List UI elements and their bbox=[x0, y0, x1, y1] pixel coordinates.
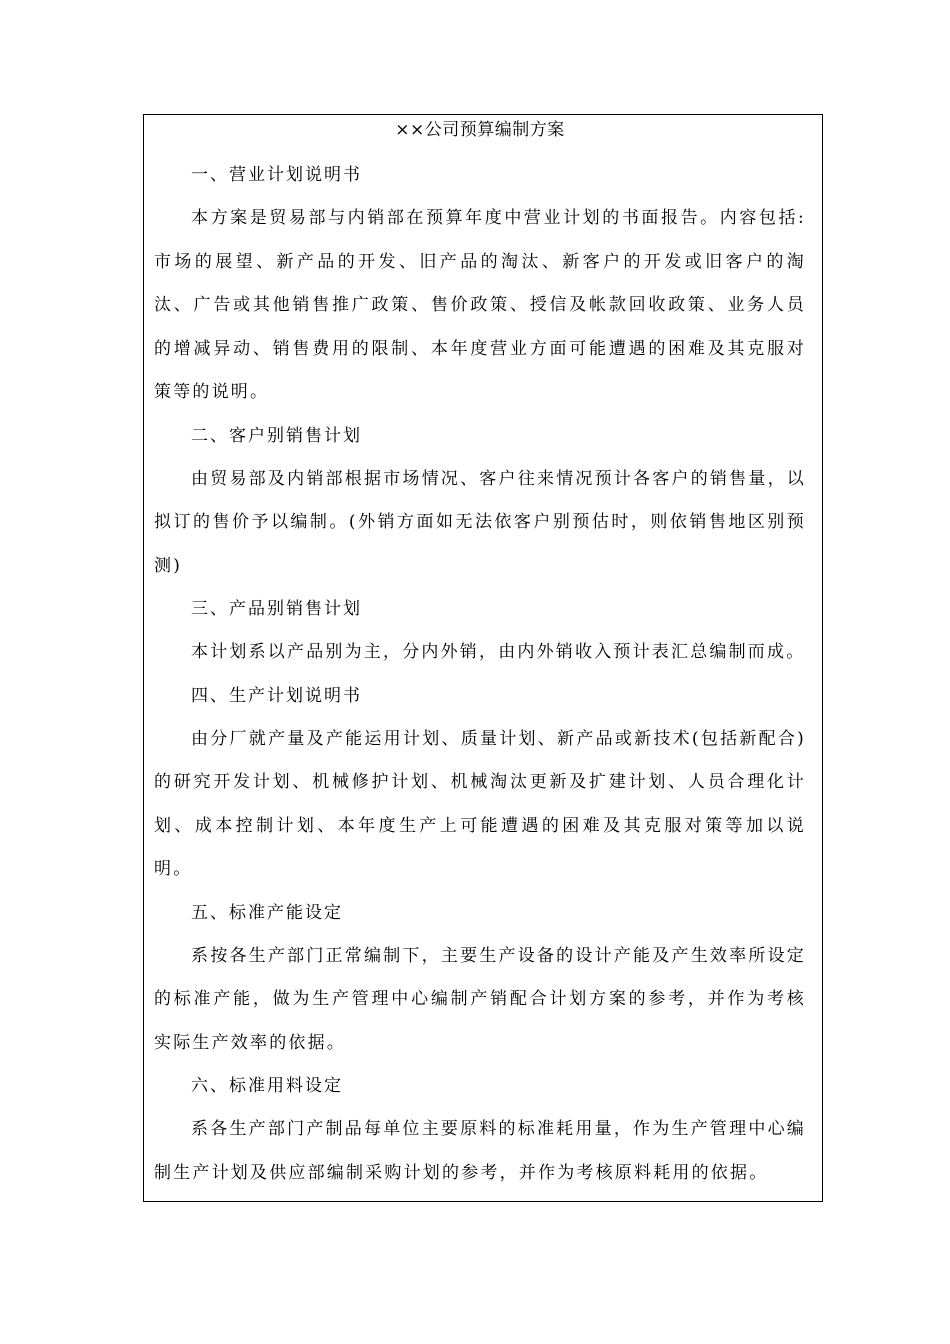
section-body: 本方案是贸易部与内销部在预算年度中营业计划的书面报告。内容包括:市场的展望、新产品的开发、旧产品的淘汰、新客户的开发或旧客户的淘汰、广告或其他销售推广政策、售价政策、授信及帐款回收政策、业务人员的增减异动、销售费用的限制、本年度营业方面可能遭遇的困难及其克服对策等的说明。 bbox=[154, 208, 806, 402]
section-body: 本计划系以产品别为主，分内外销，由内外销收入预计表汇总编制而成。 bbox=[191, 642, 806, 662]
section-standard-capacity bbox=[154, 892, 806, 1066]
section-production-plan bbox=[154, 675, 806, 892]
section-standard-materials bbox=[154, 1065, 806, 1195]
section-sales-plan bbox=[154, 154, 806, 415]
title-spacer bbox=[154, 144, 806, 154]
section-heading: 四、生产计划说明书 bbox=[191, 685, 362, 706]
section-body: 系按各生产部门正常编制下，主要生产设备的设计产能及产生效率所设定的标准产能，做为生产管理中心编制产销配合计划方案的参考，并作为考核实际生产效率的依据。 bbox=[154, 945, 806, 1053]
section-heading: 二、客户别销售计划 bbox=[191, 425, 362, 446]
document-title: ××公司预算编制方案 bbox=[395, 120, 565, 140]
section-product-sales-plan bbox=[154, 588, 806, 675]
document-content bbox=[154, 116, 806, 1195]
section-heading: 三、产品别销售计划 bbox=[191, 599, 362, 619]
section-body: 由贸易部及内销部根据市场情况、客户往来情况预计各客户的销售量，以拟订的售价予以编制。(外销方面如无法依客户别预估时，则依销售地区别预测) bbox=[154, 468, 806, 576]
section-body: 由分厂就产量及产能运用计划、质量计划、新产品或新技术(包括新配合)的研究开发计划、机械修护计划、机械淘汰更新及扩建计划、人员合理化计划、成本控制计划、本年度生产上可能遭遇的困难及其克服对策等加以说明。 bbox=[154, 728, 806, 879]
section-customer-sales-plan bbox=[154, 415, 806, 589]
section-heading: 一、营业计划说明书 bbox=[191, 165, 362, 185]
section-heading: 五、标准产能设定 bbox=[191, 902, 343, 923]
section-body: 系各生产部门产制品每单位主要原料的标准耗用量，作为生产管理中心编制生产计划及供应部编制采购计划的参考，并作为考核原料耗用的依据。 bbox=[154, 1119, 806, 1183]
section-heading: 六、标准用料设定 bbox=[191, 1076, 343, 1096]
